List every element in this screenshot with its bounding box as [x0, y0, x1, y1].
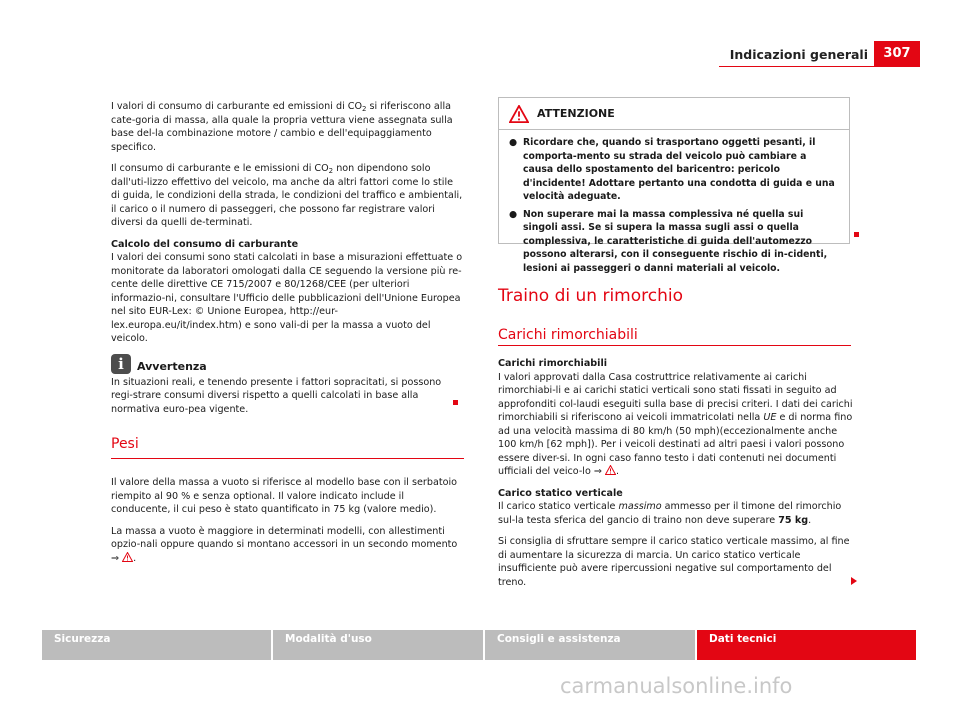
footer-nav — [42, 630, 918, 660]
paragraph-consumption-factors: Il consumo di carburante e le emissioni di $CO_2$ non dipendono solo dall'uti-lizzo effettivo del veicolo, ma anche da altri fattori come lo stile di guida, le condizioni della strada, le condizioni del traffico e ambientali, il carico o il numero di passeggeri, che possono far registrare valori diversi da quelli de-terminati. — [111, 163, 463, 228]
paragraph-consiglio: Si consiglia di sfruttare sempre il carico statico verticale massimo, al fine di aumentare la sicurezza di marcia. Un carico statico verticale insufficiente può avere ripercussioni negative sul comportamento del treno. — [498, 536, 850, 588]
warning-item: ● Non superare mai la massa complessiva né quella sui singoli assi. Se si supera la massa sugli assi o quella complessiva, le caratteristiche di guida dell'automezzo possono alterarsi, con il conseguente rischio di in-cidenti, lesioni ai passeggeri o danni materiali al veicolo. — [509, 208, 828, 274]
pesi-body — [111, 476, 464, 573]
calculation-heading: Calcolo del consumo di carburante — [111, 238, 299, 250]
page-number: 307 — [874, 41, 920, 66]
tab-consigli-assistenza[interactable]: Consigli e assistenza — [485, 630, 695, 660]
warning-body — [499, 130, 849, 275]
warning-ref-icon[interactable] — [605, 465, 616, 475]
note-heading — [111, 354, 464, 374]
header-divider — [719, 66, 920, 67]
tab-sicurezza[interactable]: Sicurezza — [42, 630, 271, 660]
note-text: In situazioni reali, e tenendo presente i fattori sopracitati, si possono regi-strare consumi diversi rispetto a quelli calcolati in base alla normativa euro-pea vigente. — [111, 376, 442, 415]
section-title-carichi: Carichi rimorchiabili — [498, 327, 638, 343]
warning-header — [499, 98, 849, 130]
warning-box — [498, 97, 850, 274]
paragraph-consumption-category: I valori di consumo di carburante ed emissioni di $CO_2$ si riferiscono alla cate-goria di massa, alla quale la propria vettura viene assegnata sulla base del-la combinazione motore / cambio e dell'equipaggiamento specifico. — [111, 101, 453, 153]
paragraph-statico: Carico statico verticale Il carico statico verticale massimo ammesso per il timone del rimorchio sul-la testa sferica del gancio di traino non deve superare 75 kg. — [498, 487, 853, 528]
section-end-marker — [453, 400, 458, 405]
warning-title: ATTENZIONE — [537, 107, 615, 120]
carichi-heading: Carichi rimorchiabili — [498, 358, 608, 369]
info-icon: i — [111, 354, 131, 374]
chapter-title: Traino di un rimorchio — [498, 286, 683, 306]
section-title-pesi: Pesi — [111, 436, 139, 452]
paragraph-calculation: Calcolo del consumo di carburante I valori dei consumi sono stati calcolati in base a misurazioni effettuate o monitorate da laboratori omologati dalla CE seguendo la versione più re-cente delle direttive CE 715/2007 e 80/1268/CEE (per ulteriori informazio-ni, consultare l'Ufficio delle pubblicazioni dell'Unione Europea nel sito EUR-Lex: © Unione Europea, http://eur-lex.europa.eu/it/index.htm) e sono vali-di per la massa a vuoto del veicolo. — [111, 238, 463, 344]
header-title: Indicazioni generali — [729, 47, 868, 62]
section-rule-carichi — [498, 345, 851, 346]
right-column — [498, 357, 853, 597]
tab-modalita-uso[interactable]: Modalità d'uso — [273, 630, 483, 660]
paragraph-pesi-2: La massa a vuoto è maggiore in determinati modelli, con allestimenti opzio-nali oppure quando si montano accessori in un secondo momento ⇒ . — [111, 525, 458, 564]
warning-icon — [509, 105, 529, 123]
section-end-marker — [854, 232, 859, 237]
paragraph-pesi-1: Il valore della massa a vuoto si riferisce al modello base con il serbatoio riempito al 90 % e senza optional. Il valore indicato include il conducente, il cui peso è stato quantificato in 75 kg (valore medio). — [111, 477, 458, 515]
warning-ref-icon[interactable] — [122, 552, 133, 562]
section-rule-pesi — [111, 458, 464, 459]
note-label: Avvertenza — [137, 359, 207, 373]
statico-heading: Carico statico verticale — [498, 487, 623, 499]
left-column — [111, 100, 464, 424]
warning-item: ● Ricordare che, quando si trasportano oggetti pesanti, il comporta-mento su strada del veicolo può cambiare a causa dello spostamento del baricentro: pericolo d'incidente! Adottare pertanto una condotta di guida e una velocità adeguate. — [509, 137, 835, 202]
continue-arrow-icon — [851, 577, 857, 585]
paragraph-carichi: Carichi rimorchiabili I valori approvati dalla Casa costruttrice relativamente ai carichi rimorchiabi-li e ai carichi statici verticali sono stati fissati in seguito ad approfonditi col-laudi eseguiti sulla base di precisi criteri. I dati dei carichi rimorchiabili si riferiscono ai veicoli immatricolati nella UE e di norma fino ad una velocità massima di 80 km/h (50 mph)(eccezionalmente anche 100 km/h [62 mph]). Per i veicoli destinati ad altri paesi i valori possono essere diver-si. In ogni caso fanno testo i dati contenuti nei documenti ufficiali del veico-lo ⇒ . — [498, 358, 853, 477]
tab-dati-tecnici[interactable]: Dati tecnici — [697, 630, 916, 660]
watermark: carmanualsonline.info — [560, 674, 793, 698]
